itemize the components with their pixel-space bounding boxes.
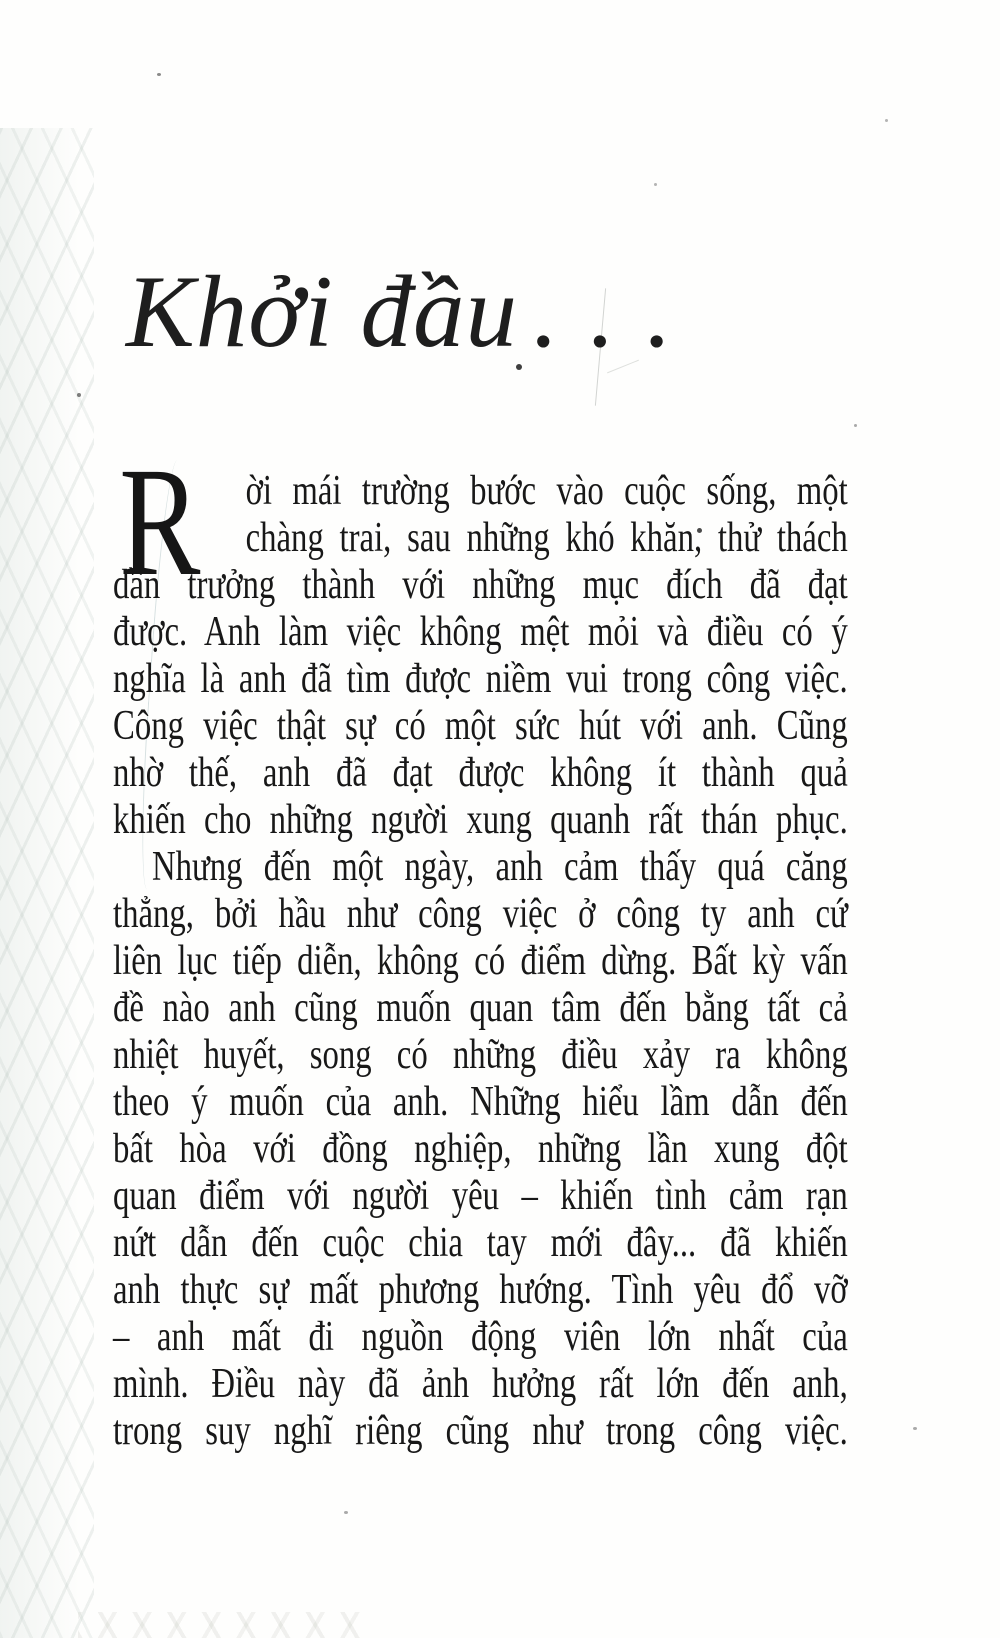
bottom-edge-zigzag-artifact [78, 1612, 368, 1638]
text-line: ời mái trường bước vào cuộc sống, một [245, 468, 848, 514]
text-line: dần trưởng thành với những mục đích đã đạt [113, 562, 848, 608]
text-line: đề nào anh cũng muốn quan tâm đến bằng tất cả [113, 985, 848, 1031]
text-line: Công việc thật sự có một sức hút với anh. Cũng [113, 703, 848, 749]
ink-speck [344, 1511, 348, 1514]
text-line: nứt dẫn đến cuộc chia tay mới đây... đã khiến [113, 1220, 848, 1266]
text-line: thẳng, bởi hầu như công việc ở công ty anh cứ [113, 891, 848, 937]
text-line: Nhưng đến một ngày, anh cảm thấy quá căng [152, 844, 848, 890]
chapter-title-ellipsis: ... [530, 255, 701, 369]
text-line: chàng trai, sau những khó khăn, thử thách [245, 515, 848, 561]
ink-speck [654, 183, 657, 186]
ink-speck [854, 424, 857, 427]
chapter-body [113, 435, 848, 1455]
text-line: anh thực sự mất phương hướng. Tình yêu đổ vỡ [113, 1267, 848, 1313]
text-line: nghĩa là anh đã tìm được niềm vui trong công việc. [113, 656, 848, 702]
text-line: – anh mất đi nguồn động viên lớn nhất của [113, 1314, 848, 1360]
drop-cap-letter: R [119, 435, 201, 608]
page-edge-zigzag-artifact [0, 128, 94, 1638]
text-line: mình. Điều này đã ảnh hưởng rất lớn đến anh, [113, 1361, 848, 1407]
ink-speck [77, 393, 81, 397]
text-line: nhiệt huyết, song có những điều xảy ra không [113, 1032, 848, 1078]
text-line: nhờ thế, anh đã đạt được không ít thành quả [113, 750, 848, 796]
text-line: theo ý muốn của anh. Những hiểu lầm dẫn đến [113, 1079, 848, 1125]
ink-speck [157, 73, 161, 76]
ink-speck [885, 119, 888, 122]
chapter-title-text: Khởi đầu [126, 255, 519, 369]
text-line: liên lục tiếp diễn, không có điểm dừng. Bất kỳ vấn [113, 938, 848, 984]
text-line: quan điểm với người yêu – khiến tình cảm rạn [113, 1173, 848, 1219]
ink-speck [913, 1427, 917, 1430]
text-line: được. Anh làm việc không mệt mỏi và điều có ý [113, 609, 848, 655]
text-line: khiến cho những người xung quanh rất thán phục. [113, 797, 848, 843]
chapter-title [126, 255, 701, 369]
text-line: bất hòa với đồng nghiệp, những lần xung đột [113, 1126, 848, 1172]
text-line: trong suy nghĩ riêng cũng như trong công việc. [113, 1408, 848, 1454]
